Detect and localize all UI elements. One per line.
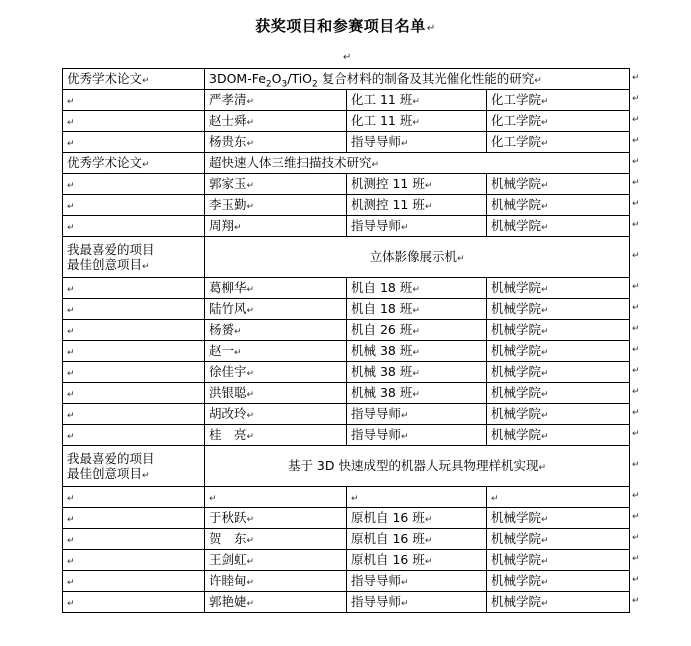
member-row — [63, 195, 630, 216]
row-end-mark: ↵ — [632, 554, 640, 564]
award-category: 最佳创意项目↵ — [67, 465, 150, 481]
paragraph-mark: ↵ — [246, 599, 255, 610]
paragraph-mark: ↵ — [412, 306, 420, 317]
row-end-mark: ↵ — [632, 429, 640, 439]
member-name-text: 贺 东 — [209, 531, 247, 547]
paragraph-mark: ↵ — [246, 390, 255, 401]
member-row — [63, 174, 630, 195]
member-college-text: 机械学院 — [491, 218, 542, 234]
member-class-text: 机自 18 班 — [351, 280, 413, 296]
member-college-text: 化工学院 — [491, 92, 542, 108]
member-class-text: 指导导师 — [351, 218, 402, 234]
paragraph-mark: ↵ — [412, 348, 420, 359]
project-title: 基于 3D 快速成型的机器人玩具物理样机实现↵ — [205, 446, 630, 487]
paragraph-mark: ↵ — [67, 578, 75, 589]
member-name-text: 桂 亮 — [209, 427, 247, 443]
member-name-text: 胡改玲 — [209, 406, 247, 422]
paragraph-mark: ↵ — [541, 327, 549, 338]
paragraph-mark: ↵ — [401, 432, 409, 443]
award-project-table — [62, 68, 630, 613]
document-title: 获奖项目和参赛项目名单↵ — [255, 17, 436, 35]
member-college-text: 机械学院 — [491, 385, 542, 401]
member-class — [347, 383, 487, 404]
award-category-cell — [63, 237, 205, 278]
project-header-row — [63, 446, 630, 487]
member-row — [63, 571, 630, 592]
member-name — [205, 195, 347, 216]
paragraph-mark: ↵ — [67, 494, 75, 505]
member-class — [347, 362, 487, 383]
member-class — [347, 550, 487, 571]
member-class-text: 指导导师 — [351, 134, 402, 150]
member-college — [487, 404, 630, 425]
paragraph-mark: ↵ — [541, 348, 549, 359]
paragraph-mark: ↵ — [246, 369, 255, 380]
paragraph-mark: ↵ — [67, 118, 75, 129]
paragraph-mark: ↵ — [401, 578, 409, 589]
paragraph-mark: ↵ — [412, 327, 420, 338]
project-title: 立体影像展示机↵ — [205, 237, 630, 278]
member-class-text: 机测控 11 班 — [351, 197, 425, 213]
empty-category-cell — [63, 111, 205, 132]
member-name-text: 王剑虹 — [209, 552, 247, 568]
paragraph-mark: ↵ — [371, 160, 380, 171]
row-end-mark: ↵ — [632, 408, 640, 418]
paragraph-mark: ↵ — [67, 432, 75, 443]
member-class — [347, 111, 487, 132]
paragraph-mark: ↵ — [67, 390, 75, 401]
member-college-text: 机械学院 — [491, 594, 542, 610]
member-name — [205, 111, 347, 132]
member-college — [487, 550, 630, 571]
paragraph-mark: ↵ — [142, 261, 150, 272]
paragraph-mark: ↵ — [541, 306, 549, 317]
row-end-mark: ↵ — [632, 575, 640, 585]
paragraph-mark: ↵ — [246, 515, 255, 526]
member-class — [347, 320, 487, 341]
member-class — [347, 90, 487, 111]
member-college — [487, 90, 630, 111]
empty-category-cell — [63, 383, 205, 404]
member-class-text: 化工 11 班 — [351, 92, 413, 108]
empty-category-cell — [63, 216, 205, 237]
empty-category-cell — [63, 425, 205, 446]
member-name — [205, 529, 347, 550]
member-row — [63, 341, 630, 362]
row-end-mark: ↵ — [632, 596, 640, 606]
member-name — [205, 508, 347, 529]
row-end-mark: ↵ — [632, 533, 640, 543]
paragraph-mark: ↵ — [246, 202, 255, 213]
member-college-text: 机械学院 — [491, 197, 542, 213]
member-class — [347, 425, 487, 446]
paragraph-mark: ↵ — [67, 369, 75, 380]
paragraph-mark: ↵ — [246, 432, 255, 443]
paragraph-mark: ↵ — [541, 285, 549, 296]
member-name-text: 赵士舜 — [209, 113, 247, 129]
member-college — [487, 174, 630, 195]
member-row — [63, 320, 630, 341]
member-class-text: 机测控 11 班 — [351, 176, 425, 192]
member-class-text: 指导导师 — [351, 573, 402, 589]
member-row — [63, 90, 630, 111]
paragraph-mark: ↵ — [534, 76, 542, 87]
member-college-text: 机械学院 — [491, 552, 542, 568]
member-name-text: 徐佳宇 — [209, 364, 247, 380]
member-college — [487, 529, 630, 550]
member-name-text: 陆竹风 — [209, 301, 247, 317]
paragraph-mark: ↵ — [343, 52, 352, 63]
paragraph-mark: ↵ — [246, 536, 255, 547]
paragraph-mark: ↵ — [424, 557, 433, 568]
award-category-cell — [63, 446, 205, 487]
row-end-mark: ↵ — [632, 282, 640, 292]
member-class-text: 机自 18 班 — [351, 301, 413, 317]
project-title: $3DOM-Fe_2O_3/TiO_2$ 复合材料的制备及其光催化性能的研究↵ — [205, 69, 630, 90]
member-college-text: 机械学院 — [491, 301, 542, 317]
row-end-mark: ↵ — [632, 115, 640, 125]
paragraph-mark: ↵ — [67, 348, 75, 359]
paragraph-mark: ↵ — [412, 97, 420, 108]
row-end-mark: ↵ — [632, 178, 640, 188]
empty-category-cell — [63, 571, 205, 592]
paragraph-mark: ↵ — [412, 390, 420, 401]
row-end-mark: ↵ — [632, 512, 640, 522]
paragraph-mark: ↵ — [541, 411, 549, 422]
row-end-mark: ↵ — [632, 366, 640, 376]
member-class-text: 指导导师 — [351, 594, 402, 610]
paragraph-mark: ↵ — [246, 181, 255, 192]
paragraph-mark: ↵ — [234, 327, 242, 338]
paragraph-mark: ↵ — [142, 470, 150, 481]
paragraph-mark: ↵ — [246, 118, 255, 129]
member-college-text: 机械学院 — [491, 280, 542, 296]
paragraph-mark: ↵ — [541, 390, 549, 401]
member-row — [63, 550, 630, 571]
member-college — [487, 216, 630, 237]
member-name — [205, 383, 347, 404]
member-college — [487, 592, 630, 613]
row-end-mark: ↵ — [632, 303, 640, 313]
member-college-text: 机械学院 — [491, 531, 542, 547]
member-college — [487, 278, 630, 299]
member-name-text: 许睦甸 — [209, 573, 247, 589]
paragraph-mark: ↵ — [541, 118, 549, 129]
paragraph-mark: ↵ — [246, 557, 255, 568]
member-name-text: 李玉勤 — [209, 197, 247, 213]
paragraph-mark: ↵ — [412, 369, 420, 380]
paragraph-mark: ↵ — [351, 494, 359, 505]
member-name-text: 洪银聪 — [209, 385, 247, 401]
member-name — [205, 362, 347, 383]
paragraph-mark: ↵ — [67, 411, 75, 422]
member-name — [205, 216, 347, 237]
member-class — [347, 216, 487, 237]
empty-category-cell — [63, 195, 205, 216]
member-row — [63, 362, 630, 383]
paragraph-mark: ↵ — [541, 515, 549, 526]
paragraph-mark: ↵ — [541, 223, 549, 234]
member-row — [63, 132, 630, 153]
paragraph-mark: ↵ — [67, 327, 75, 338]
paragraph-mark: ↵ — [401, 139, 409, 150]
award-category: 我最喜爱的项目 — [67, 241, 155, 257]
empty-category-cell — [63, 278, 205, 299]
member-class — [347, 195, 487, 216]
paragraph-mark: ↵ — [412, 285, 420, 296]
row-end-mark: ↵ — [632, 387, 640, 397]
member-name-text: 杨赟 — [209, 322, 235, 338]
empty-category-cell — [63, 362, 205, 383]
award-category: 最佳创意项目↵ — [67, 256, 150, 272]
member-college-text: 机械学院 — [491, 573, 542, 589]
empty-category-cell — [63, 487, 205, 508]
member-name — [205, 341, 347, 362]
paragraph-mark: ↵ — [67, 515, 75, 526]
member-college-text: 机械学院 — [491, 322, 542, 338]
member-name-text: 赵一 — [209, 343, 235, 359]
member-row — [63, 487, 630, 508]
member-college — [487, 341, 630, 362]
member-college — [487, 571, 630, 592]
paragraph-mark: ↵ — [234, 223, 242, 234]
empty-category-cell — [63, 404, 205, 425]
member-college — [487, 132, 630, 153]
member-row — [63, 111, 630, 132]
member-name-text: 葛柳华 — [209, 280, 247, 296]
row-end-mark: ↵ — [632, 345, 640, 355]
empty-category-cell — [63, 90, 205, 111]
paragraph-mark: ↵ — [67, 306, 75, 317]
member-name — [205, 425, 347, 446]
member-class — [347, 174, 487, 195]
member-college — [487, 383, 630, 404]
member-row — [63, 216, 630, 237]
paragraph-mark: ↵ — [491, 494, 499, 505]
member-name-text: 严孝清 — [209, 92, 247, 108]
member-name-text: 郭艳婕 — [209, 594, 247, 610]
row-end-mark: ↵ — [632, 491, 640, 501]
paragraph-mark: ↵ — [142, 160, 150, 171]
paragraph-mark: ↵ — [541, 139, 549, 150]
award-category: 我最喜爱的项目 — [67, 450, 155, 466]
member-class — [347, 487, 487, 508]
paragraph-mark: ↵ — [67, 536, 75, 547]
member-college — [487, 299, 630, 320]
member-class — [347, 592, 487, 613]
member-college-text: 机械学院 — [491, 343, 542, 359]
row-end-mark: ↵ — [632, 136, 640, 146]
paragraph-mark: ↵ — [246, 411, 255, 422]
member-college — [487, 111, 630, 132]
member-name — [205, 592, 347, 613]
paragraph-mark: ↵ — [456, 254, 465, 265]
empty-category-cell — [63, 550, 205, 571]
member-college — [487, 362, 630, 383]
member-class-text: 指导导师 — [351, 427, 402, 443]
paragraph-mark: ↵ — [67, 285, 75, 296]
member-college-text: 化工学院 — [491, 134, 542, 150]
paragraph-mark: ↵ — [246, 97, 255, 108]
project-header-row — [63, 237, 630, 278]
member-class — [347, 278, 487, 299]
member-college — [487, 195, 630, 216]
member-name — [205, 90, 347, 111]
paragraph-mark: ↵ — [142, 76, 150, 87]
member-college-text: 机械学院 — [491, 364, 542, 380]
empty-category-cell — [63, 320, 205, 341]
member-row — [63, 404, 630, 425]
member-class — [347, 529, 487, 550]
member-row — [63, 299, 630, 320]
member-class-text: 原机自 16 班 — [351, 510, 425, 526]
paragraph-mark: ↵ — [541, 202, 549, 213]
empty-category-cell — [63, 174, 205, 195]
award-category: 优秀学术论文↵ — [67, 71, 150, 87]
member-class-text: 原机自 16 班 — [351, 552, 425, 568]
row-end-mark: ↵ — [632, 460, 640, 470]
member-name — [205, 278, 347, 299]
member-name — [205, 404, 347, 425]
member-college-text: 机械学院 — [491, 406, 542, 422]
paragraph-mark: ↵ — [67, 202, 75, 213]
paragraph-mark: ↵ — [424, 536, 433, 547]
award-category: 优秀学术论文↵ — [67, 155, 150, 171]
paragraph-mark: ↵ — [401, 223, 409, 234]
member-college — [487, 320, 630, 341]
member-college — [487, 425, 630, 446]
member-name-text: 周翔 — [209, 218, 235, 234]
member-class-text: 机械 38 班 — [351, 364, 413, 380]
member-class-text: 原机自 16 班 — [351, 531, 425, 547]
member-name — [205, 550, 347, 571]
member-name — [205, 299, 347, 320]
member-row — [63, 529, 630, 550]
member-name — [205, 571, 347, 592]
member-class — [347, 132, 487, 153]
member-name-text: 于秋跃 — [209, 510, 247, 526]
paragraph-mark: ↵ — [67, 223, 75, 234]
paragraph-mark: ↵ — [424, 515, 433, 526]
paragraph-mark: ↵ — [401, 599, 409, 610]
paragraph-mark: ↵ — [424, 202, 433, 213]
member-row — [63, 425, 630, 446]
member-class-text: 机械 38 班 — [351, 343, 413, 359]
project-header-row — [63, 69, 630, 90]
paragraph-mark: ↵ — [538, 463, 547, 474]
paragraph-mark: ↵ — [246, 139, 255, 150]
member-college-text: 机械学院 — [491, 427, 542, 443]
project-title: 超快速人体三维扫描技术研究↵ — [205, 153, 630, 174]
row-end-mark: ↵ — [632, 324, 640, 334]
member-class-text: 机械 38 班 — [351, 385, 413, 401]
paragraph-mark: ↵ — [209, 494, 217, 505]
member-name — [205, 487, 347, 508]
member-college — [487, 487, 630, 508]
paragraph-mark: ↵ — [412, 118, 420, 129]
member-class — [347, 404, 487, 425]
paragraph-mark: ↵ — [246, 578, 255, 589]
row-end-mark: ↵ — [632, 220, 640, 230]
row-end-mark: ↵ — [632, 199, 640, 209]
row-end-mark: ↵ — [632, 73, 640, 83]
member-college-text: 化工学院 — [491, 113, 542, 129]
paragraph-mark: ↵ — [246, 285, 255, 296]
empty-category-cell — [63, 341, 205, 362]
paragraph-mark: ↵ — [67, 97, 75, 108]
empty-category-cell — [63, 299, 205, 320]
member-row — [63, 508, 630, 529]
member-row — [63, 383, 630, 404]
member-class — [347, 508, 487, 529]
paragraph-mark: ↵ — [67, 599, 75, 610]
empty-category-cell — [63, 592, 205, 613]
member-class-text: 化工 11 班 — [351, 113, 413, 129]
row-end-mark: ↵ — [632, 251, 640, 261]
paragraph-mark: ↵ — [541, 578, 549, 589]
member-row — [63, 278, 630, 299]
award-category-cell — [63, 69, 205, 90]
row-end-mark: ↵ — [632, 94, 640, 104]
project-header-row — [63, 153, 630, 174]
member-college — [487, 508, 630, 529]
paragraph-mark: ↵ — [541, 599, 549, 610]
member-class — [347, 571, 487, 592]
row-end-mark: ↵ — [632, 157, 640, 167]
paragraph-mark: ↵ — [424, 181, 433, 192]
paragraph-mark: ↵ — [541, 557, 549, 568]
paragraph-mark: ↵ — [67, 557, 75, 568]
paragraph-mark: ↵ — [541, 369, 549, 380]
member-row — [63, 592, 630, 613]
paragraph-mark: ↵ — [541, 536, 549, 547]
member-college-text: 机械学院 — [491, 510, 542, 526]
member-class-text: 指导导师 — [351, 406, 402, 422]
member-class-text: 机自 26 班 — [351, 322, 413, 338]
member-college-text: 机械学院 — [491, 176, 542, 192]
paragraph-mark: ↵ — [67, 139, 75, 150]
paragraph-mark: ↵ — [401, 411, 409, 422]
paragraph-mark: ↵ — [246, 306, 255, 317]
member-name — [205, 320, 347, 341]
paragraph-mark: ↵ — [67, 181, 75, 192]
paragraph-mark: ↵ — [234, 348, 242, 359]
member-name-text: 杨贵东 — [209, 134, 247, 150]
empty-category-cell — [63, 132, 205, 153]
paragraph-mark: ↵ — [541, 97, 549, 108]
paragraph-mark: ↵ — [541, 181, 549, 192]
award-category-cell — [63, 153, 205, 174]
paragraph-mark: ↵ — [541, 432, 549, 443]
empty-category-cell — [63, 508, 205, 529]
member-name-text: 郭家玉 — [209, 176, 247, 192]
member-class — [347, 341, 487, 362]
empty-category-cell — [63, 529, 205, 550]
member-name — [205, 174, 347, 195]
member-name — [205, 132, 347, 153]
member-class — [347, 299, 487, 320]
